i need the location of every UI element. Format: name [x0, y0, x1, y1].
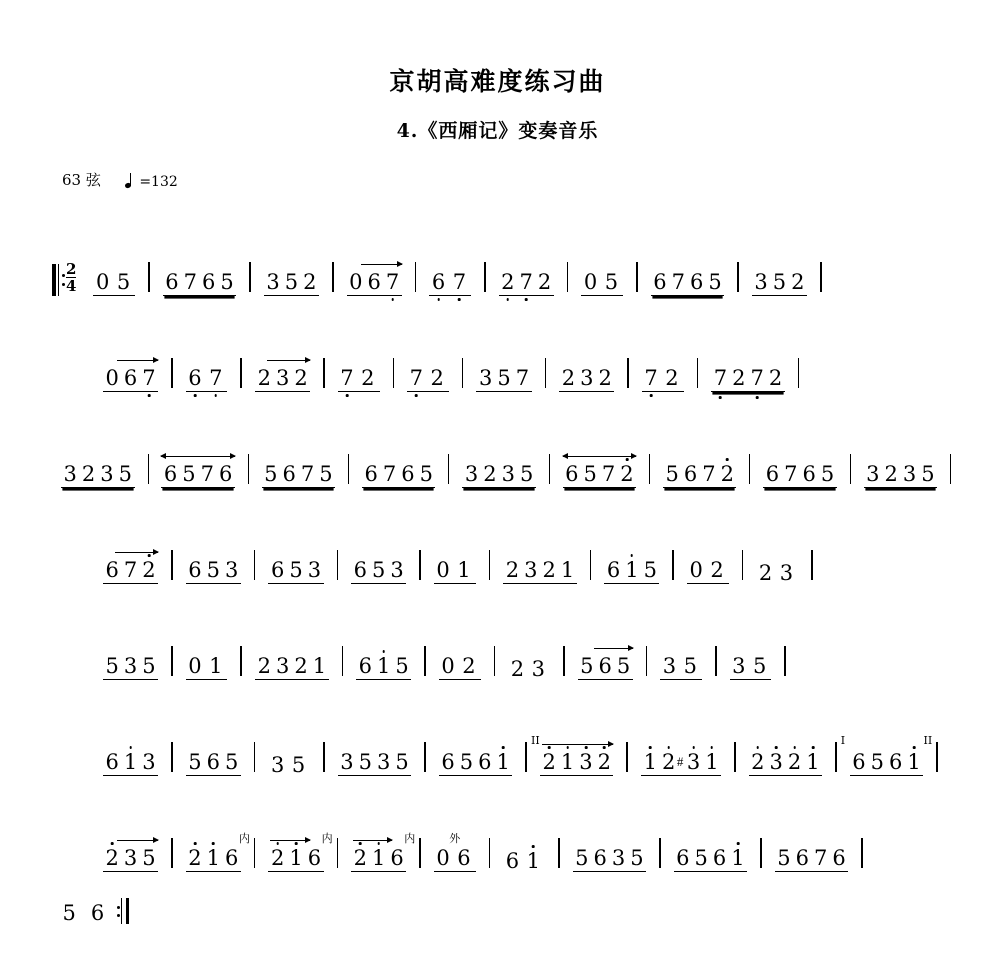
- measure: 2 3 2 1: [494, 560, 586, 584]
- barline: [936, 742, 938, 772]
- score-line-4: [52, 488, 955, 584]
- score-line-3: [52, 392, 955, 488]
- measure: 7 2: [398, 368, 458, 392]
- measure: 内 2 1 6: [342, 848, 415, 872]
- measure: I II 6 5 6 1: [840, 734, 933, 774]
- barline: [489, 838, 491, 868]
- measure: 6 7 2: [94, 560, 167, 584]
- measure: 0 6 7: [94, 368, 167, 392]
- barline: [861, 838, 863, 868]
- measure: 3 2 3 5: [855, 464, 947, 488]
- inner-string-annotation: 内: [404, 832, 416, 845]
- measure: 6 1 3: [94, 752, 167, 776]
- barline: [627, 358, 629, 388]
- barline: [636, 262, 638, 292]
- score-line-6: [52, 680, 955, 776]
- barline: [835, 742, 837, 772]
- measure: 6 5 6 1: [665, 848, 757, 872]
- barline: [649, 454, 650, 484]
- barline: [737, 262, 739, 292]
- measure: 0 1: [177, 656, 237, 680]
- barline: [254, 838, 256, 868]
- barline: [424, 646, 426, 676]
- measure: 3 5: [721, 656, 781, 680]
- string-annotation: II: [530, 734, 540, 747]
- barline: [323, 742, 325, 772]
- barline: [323, 358, 325, 388]
- barline: [590, 550, 592, 580]
- barline: [742, 550, 744, 580]
- measure: 2 3: [758, 561, 794, 585]
- measure: 5 6 7 5: [253, 464, 345, 488]
- barline: [419, 550, 421, 580]
- score-meta: [0, 169, 995, 190]
- measure: 3 5 7: [467, 368, 540, 392]
- barline: [489, 550, 491, 580]
- barline: [659, 838, 661, 868]
- barline: [249, 262, 251, 292]
- measure: 2 7 2: [490, 272, 563, 296]
- barline: [424, 742, 426, 772]
- measure: 2 3 2 1: [740, 752, 832, 776]
- barline: [171, 742, 173, 772]
- measure: 6 7: [177, 368, 237, 392]
- barline: [494, 646, 496, 676]
- measure: 0 6 7: [338, 272, 411, 296]
- measure: 0 2: [430, 656, 490, 680]
- measure: 3 5: [651, 656, 711, 680]
- time-signature: $\frac{2}{4}$: [66, 260, 77, 295]
- barline: [798, 358, 800, 388]
- measure: 内 2 1 6: [259, 848, 332, 872]
- barline: [549, 454, 550, 484]
- string-annotation: I: [840, 734, 846, 747]
- repeat-end-barline: [117, 898, 131, 924]
- measure: 3 2 3 5: [453, 464, 545, 488]
- barline: [342, 646, 344, 676]
- barline: [525, 742, 527, 772]
- barline: [171, 838, 173, 868]
- measure: 6 7 6 5: [754, 464, 846, 488]
- measure: 6 5 3: [259, 560, 332, 584]
- barline: [254, 742, 256, 772]
- inner-string-annotation: 内: [238, 832, 250, 845]
- measure: 5 3 5: [94, 656, 167, 680]
- barline: [448, 454, 449, 484]
- measure: 2 3 2: [550, 368, 623, 392]
- measure: 0 1: [425, 560, 485, 584]
- measure: 3 2 3 5: [52, 464, 144, 488]
- measure: 内 2 1 6: [177, 848, 250, 872]
- score-line-1: [52, 200, 955, 296]
- key-label: 63 弦: [62, 171, 101, 189]
- barline: [749, 454, 750, 484]
- measure: 0 5: [84, 272, 144, 296]
- barline: [393, 358, 395, 388]
- measure: 3 5 3 5: [329, 752, 421, 776]
- barline: [820, 262, 822, 292]
- inner-string-annotation: 内: [321, 832, 333, 845]
- measure: 6 1 5: [595, 560, 668, 584]
- measure: 6 1: [494, 851, 554, 872]
- barline: [646, 646, 648, 676]
- measure: 7 2: [633, 368, 693, 392]
- barline: [760, 838, 762, 868]
- barline: [850, 454, 851, 484]
- measure: 0 2: [678, 560, 738, 584]
- measure: 6 7 6 5: [353, 464, 445, 488]
- barline: [348, 454, 349, 484]
- barline: [240, 646, 242, 676]
- barline: [337, 838, 339, 868]
- sheet-music-page: [0, 62, 995, 967]
- barline: [419, 838, 421, 868]
- music-staff: [0, 200, 995, 872]
- barline: [171, 550, 173, 580]
- measure: 3 5 2: [743, 272, 816, 296]
- outer-string-annotation: 外: [449, 832, 461, 845]
- barline: [248, 454, 249, 484]
- barline: [626, 742, 628, 772]
- measure: 6 7 6 5: [154, 272, 246, 296]
- barline: [567, 262, 569, 292]
- barline: [332, 262, 334, 292]
- measure: 7 2 7 2: [702, 368, 794, 392]
- measure: 2 3 2 1: [246, 656, 338, 680]
- quarter-note-icon: [125, 174, 135, 188]
- measure: 5 6 5: [177, 752, 250, 776]
- measure: 3 5: [270, 753, 306, 777]
- measure: 6 5 7 6: [152, 464, 244, 488]
- barline: [734, 742, 736, 772]
- tempo-value: =132: [139, 174, 178, 190]
- measure: 2 3: [510, 657, 545, 681]
- barline: [254, 550, 256, 580]
- barline: [672, 550, 674, 580]
- measure: 2 3 2: [246, 368, 319, 392]
- measure: 1 2 # 3 1: [632, 752, 730, 776]
- score-line-8-partial: [0, 894, 995, 924]
- measure: 6 5 3: [177, 560, 250, 584]
- barline: [715, 646, 717, 676]
- barline: [148, 262, 150, 292]
- score-line-2: [52, 296, 955, 392]
- measure: 6 5 3: [342, 560, 415, 584]
- barline: [171, 646, 173, 676]
- tempo-marking: [125, 174, 178, 190]
- barline: [240, 358, 242, 388]
- barline: [697, 358, 699, 388]
- tail-note: 5: [62, 901, 76, 924]
- measure: 6 5 6 1: [430, 752, 522, 776]
- barline: [784, 646, 786, 676]
- measure: 6 1 5: [347, 656, 420, 680]
- page-subtitle: 4.《西厢记》变奏音乐: [396, 120, 599, 142]
- barline: [415, 262, 417, 292]
- measure: 6 7 6 5: [642, 272, 734, 296]
- barline: [171, 358, 173, 388]
- barline: [462, 358, 464, 388]
- measure: 2 3 5: [94, 848, 167, 872]
- barline: [545, 358, 547, 388]
- measure: 6 5 7 2: [554, 464, 646, 488]
- measure: 5 6 7 2: [654, 464, 746, 488]
- measure: 5 6 7 6: [766, 848, 858, 872]
- barline: [950, 454, 951, 484]
- barline: [337, 550, 339, 580]
- page-title: 京胡高难度练习曲: [389, 67, 606, 96]
- sharp-accidental: #: [676, 754, 684, 769]
- string-annotation: II: [923, 734, 933, 747]
- barline: [148, 454, 149, 484]
- barline: [558, 838, 560, 868]
- tail-note: 6: [90, 901, 105, 924]
- barline: [484, 262, 486, 292]
- measure: 7 2: [329, 368, 389, 392]
- repeat-start-barline: [52, 264, 64, 296]
- barline: [811, 550, 813, 580]
- score-line-7: [52, 776, 955, 872]
- measure: 5 6 5: [569, 656, 642, 680]
- barline: [563, 646, 565, 676]
- score-line-5: [52, 584, 955, 680]
- measure: 3 5 2: [255, 272, 328, 296]
- measure: 外 0 6: [425, 848, 485, 872]
- measure: 5 6 3 5: [564, 848, 656, 872]
- measure: 0 5: [572, 272, 632, 296]
- measure: II 2 1 3 2: [531, 752, 623, 776]
- measure: 6 7: [420, 272, 480, 296]
